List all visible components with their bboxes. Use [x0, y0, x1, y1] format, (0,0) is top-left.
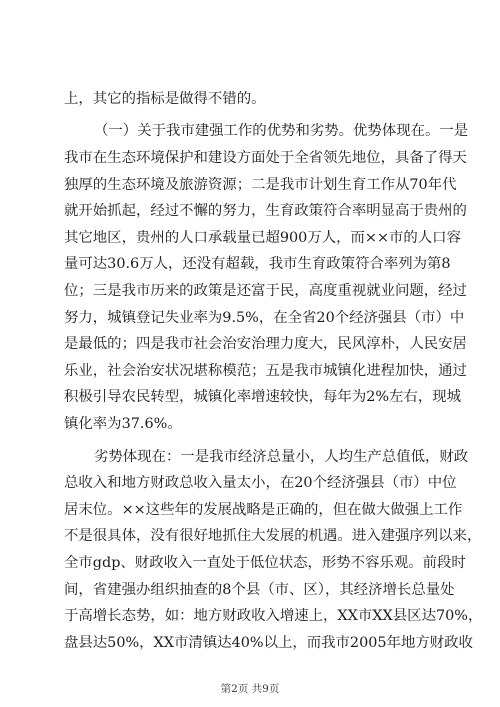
text-line: 量可达30.6万人，还没有超载，我市生育政策符合率列为第8	[64, 256, 451, 272]
text-line: 总收入和地方财政总收入量太小，在20个经济强县（市）中位	[64, 475, 457, 491]
text-line: 独厚的生态环境及旅游资源；二是我市计划生育工作从70年代	[64, 177, 457, 193]
text-line: 我市在生态环境保护和建设方面处于全省领先地位，具备了得天	[64, 150, 467, 166]
text-line: 努力，城镇登记失业率为9.5%，在全省20个经济强县（市）中	[64, 310, 465, 326]
page-footer: 第2页 共9页	[220, 683, 280, 695]
text-line: 于高增长态势，如：地方财政收入增速上，XX市XX县区达70%，	[64, 608, 483, 624]
text-line: 位；三是我市历来的政策是还富于民，高度重视就业问题，经过	[64, 283, 467, 299]
text-line: 是最低的；四是我市社会治安治理力度大，民风淳朴，人民安居	[64, 336, 467, 352]
text-line: 间，省建强办组织抽查的8个县（市、区），其经济增长总量处	[64, 582, 455, 598]
text-line: 上，其它的指标是做得不错的。	[64, 91, 266, 107]
text-line: 就开始抓起，经过不懈的努力，生育政策符合率明显高于贵州的	[64, 203, 467, 219]
text-line: 镇化率为37.6%。	[64, 416, 182, 432]
text-line: 盘县达50%，XX市清镇达40%以上，而我市2005年地方财政收	[64, 635, 473, 651]
text-line: 居末位。××这些年的发展战略是正确的，但在做大做强上工作	[64, 502, 463, 518]
text-line: 不是很具体，没有很好地抓住大发展的机遇。进入建强序列以来，	[64, 528, 482, 544]
text-line: 其它地区，贵州的人口承载量已超900万人，而××市的人口容	[64, 230, 461, 246]
text-line: 全市gdp、财政收入一直处于低位状态，形势不容乐观。前段时	[64, 555, 466, 571]
text-line: 积极引导农民转型，城镇化率增速较快，每年为2%左右，现城	[64, 389, 461, 405]
text-line: 乐业，社会治安状况堪称模范；五是我市城镇化进程加快，通过	[64, 363, 467, 379]
text-line: （一）关于我市建强工作的优势和劣势。优势体现在。一是	[94, 123, 469, 139]
text-line: 劣势体现在：一是我市经济总量小，人均生产总值低，财政	[94, 449, 469, 465]
